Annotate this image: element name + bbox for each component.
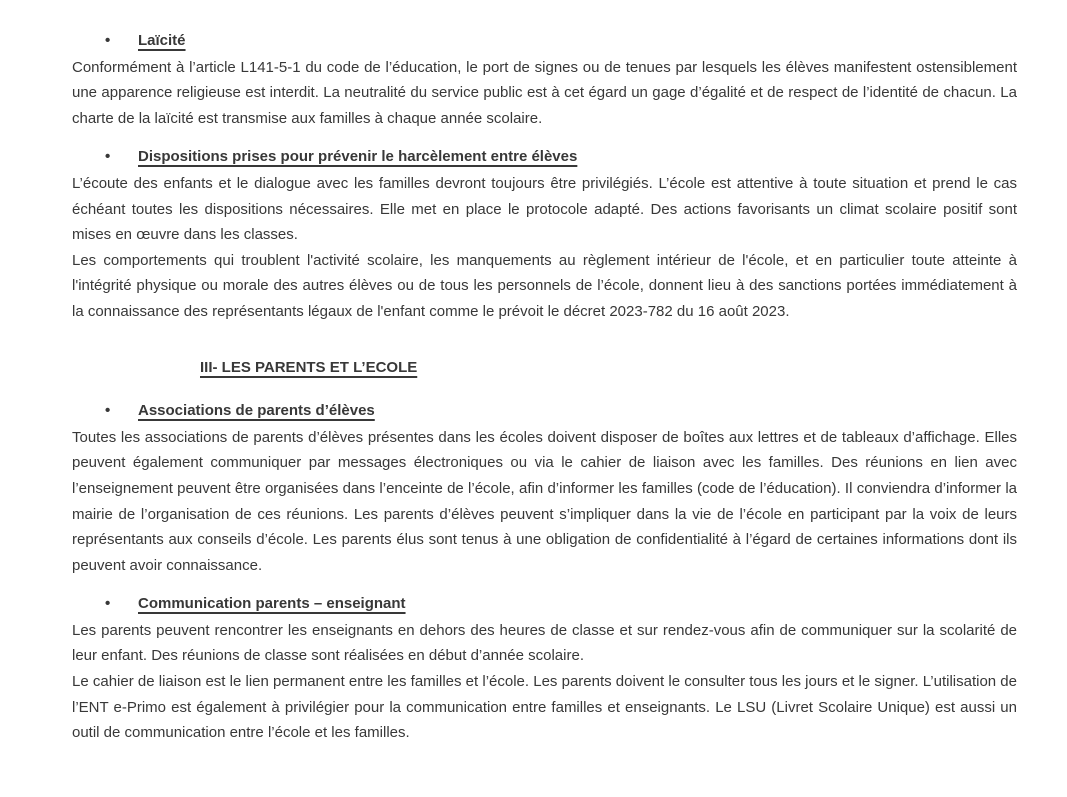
section-heading-associations — [72, 398, 1017, 424]
section-heading-text: Communication parents – enseignant — [138, 595, 406, 613]
section-heading-laicite — [72, 28, 1017, 54]
section-heading-communication — [72, 591, 1017, 617]
bullet-icon: • — [105, 595, 111, 613]
paragraph-harcelement-1: L’écoute des enfants et le dialogue avec les familles devront toujours être privilégiés. L’école est attentive à toute situation et prend le cas échéant toutes les dispositions nécessaires. Elle met en place le protocole adapté. Des actions favorisants un climat scolaire positif sont mises en œuvre dans les classes. — [72, 174, 1017, 244]
chapter-heading-text: III- LES PARENTS ET L’ECOLE — [200, 358, 418, 376]
paragraph-laicite: Conformément à l’article L141-5-1 du code de l’éducation, le port de signes ou de tenues par lesquels les élèves manifestent ostensiblement une apparence religieuse est interdit. La neutralité du service public est à cet égard un gage d’égalité et de respect de l’identité de chacun. La charte de la laïcité est transmise aux familles à chaque année scolaire. — [72, 58, 1017, 127]
bullet-icon: • — [105, 402, 111, 420]
bullet-icon: • — [105, 32, 111, 49]
section-heading-text: Dispositions prises pour prévenir le harcèlement entre élèves — [138, 148, 578, 166]
section-heading-text: Laïcité — [138, 32, 186, 49]
section-heading-harcelement — [72, 144, 1017, 170]
paragraph-communication-1: Les parents peuvent rencontrer les enseignants en dehors des heures de classe et sur rendez-vous afin de communiquer sur la scolarité de leur enfant. Des réunions de classe sont réalisées en début d’année scolaire. — [72, 621, 1017, 665]
paragraph-associations: Toutes les associations de parents d’élèves présentes dans les écoles doivent disposer de boîtes aux lettres et de tableaux d’affichage. Elles peuvent également communiquer par messages électroniques ou via le cahier de liaison avec les familles. Des réunions en lien avec l’enseignement peuvent être organisées dans l’enceinte de l’école, afin d’informer les familles (code de l’éducation). Il conviendra d’informer la mairie de l’organisation de ces réunions. Les parents d’élèves peuvent s’impliquer dans la vie de l’école en participant par la voix de leurs représentants aux conseils d’école. Les parents élus sont tenus à une obligation de confidentialité à l’égard de certaines informations dont ils peuvent avoir connaissance. — [72, 428, 1017, 574]
paragraph-communication-2: Le cahier de liaison est le lien permanent entre les familles et l’école. Les parents doivent le consulter tous les jours et le signer. L’utilisation de l’ENT e-Primo est également à privilégier pour la communication entre familles et enseignants. Le LSU (Livret Scolaire Unique) est aussi un outil de communication entre l’école et les familles. — [72, 673, 1017, 742]
bullet-icon: • — [105, 148, 111, 166]
chapter-heading-parents-ecole — [200, 355, 1017, 381]
section-heading-text: Associations de parents d’élèves — [138, 402, 375, 420]
paragraph-harcelement-2: Les comportements qui troublent l'activité scolaire, les manquements au règlement intérieur de l'école, et en particulier toute atteinte à l'intégrité physique ou morale des autres élèves ou de tous les personnels de l’école, donnent lieu à des sanctions portées immédiatement à la connaissance des représentants légaux de l'enfant comme le prévoit le décret 2023-782 du 16 août 2023. — [72, 251, 1017, 320]
